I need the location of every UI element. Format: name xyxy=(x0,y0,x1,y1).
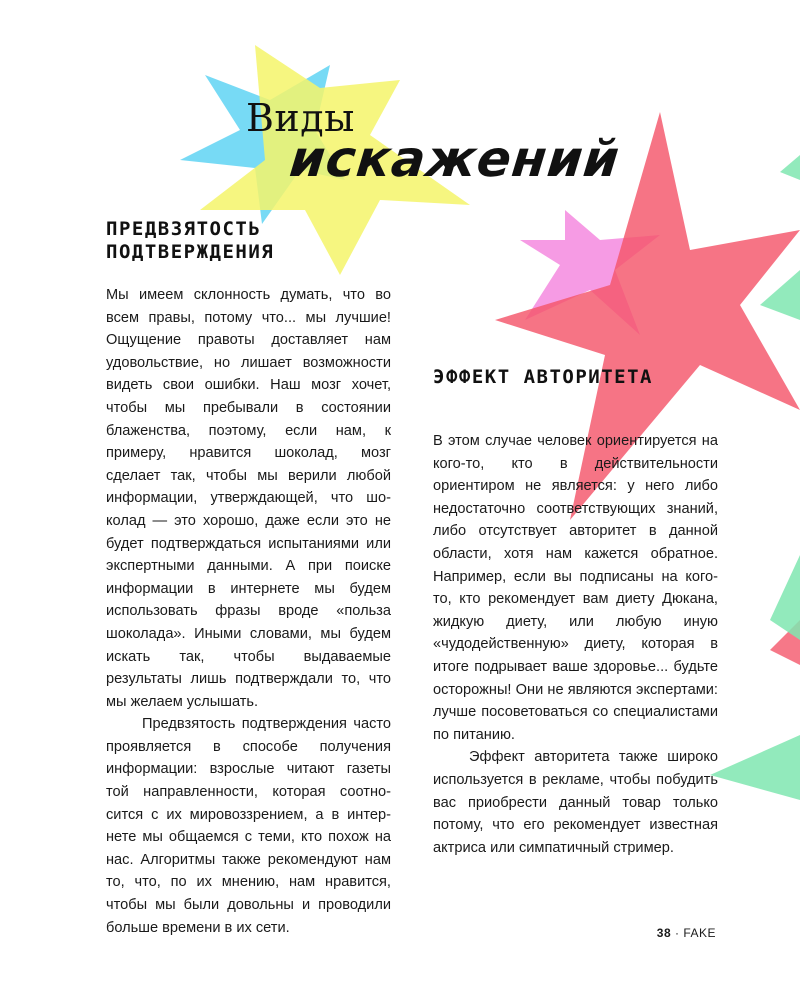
footer-separator: · xyxy=(674,926,680,940)
green-star-edge-3 xyxy=(770,555,800,640)
magazine-name: FAKE xyxy=(683,926,716,940)
page-footer xyxy=(657,926,716,940)
section-heading-confirmation-bias: ПРЕДВЗЯТОСТЬ ПОДТВЕРЖДЕНИЯ xyxy=(106,218,275,263)
green-star-edge-4 xyxy=(710,735,800,800)
page-number: 38 xyxy=(656,926,672,940)
section-heading-authority-effect: ЭФФЕКТ АВТОРИТЕТА xyxy=(433,366,653,388)
paragraph: Предвзятость подтверждения часто проявляется в способе получения информации: взрослые читают газеты той направленности, которая соотносится с их мировоззрением, а в интернете мы общаемся с теми, кто похож на нас. Алгоритмы также рекомендуют нам то, что, по их мнению, нам нравится, чтобы мы были довольны и проводили больше времени в их сети. xyxy=(106,716,391,936)
title-line-2: искажений xyxy=(286,130,623,188)
title-line-1: Виды xyxy=(246,96,355,140)
section-body-authority-effect xyxy=(433,430,718,859)
paragraph: Мы имеем склонность думать, что во всем правы, потому что... мы лучшие! Ощущение правоты доставляет нам удовольствие, но лишает возможности видеть свои ошибки. Наш мозг хочет, чтобы мы пребывали в состоянии блаженства, поэтому, если нам, к примеру, нравится шоколад, мозг сделает так, чтобы мы верили любой информации, утверждающей, что шоколад — это хорошо, даже если это не будет подтверждаться испытаниями или экспертными данными. А при поиске информации в интернете мы будем использовать фразы вроде «польза шоколада». Иными словами, мы будем искать так, чтобы выдаваемые результаты лишь подтверждали то, что мы желаем услышать. xyxy=(106,287,391,710)
paragraph: В этом случае человек ориентируется на кого-то, кто в действительности ориентиром не является: у него либо недостаточно соответствующих знаний, либо отсутствует авторитет в данной области, хотя нам кажется обратное. Например, если вы подписаны на кого-то, кто рекомендует вам диету Дюкана, жидкую диету, или любую иную «чудодейственную» диету, которая в итоге подрывает ваше здоровье... будьте осторожны! Они не являются экспертами: лучше посоветоваться со специалистами по питанию. xyxy=(433,433,718,743)
section-body-confirmation-bias xyxy=(106,284,391,939)
paragraph: Эффект авторитета также широко используется в рекламе, чтобы побудить вас приобрести данный товар только потому, что его рекомендует известная актриса или симпатичный стример. xyxy=(433,749,718,856)
green-star-edge-2 xyxy=(760,270,800,320)
green-star-edge-1 xyxy=(780,155,800,180)
